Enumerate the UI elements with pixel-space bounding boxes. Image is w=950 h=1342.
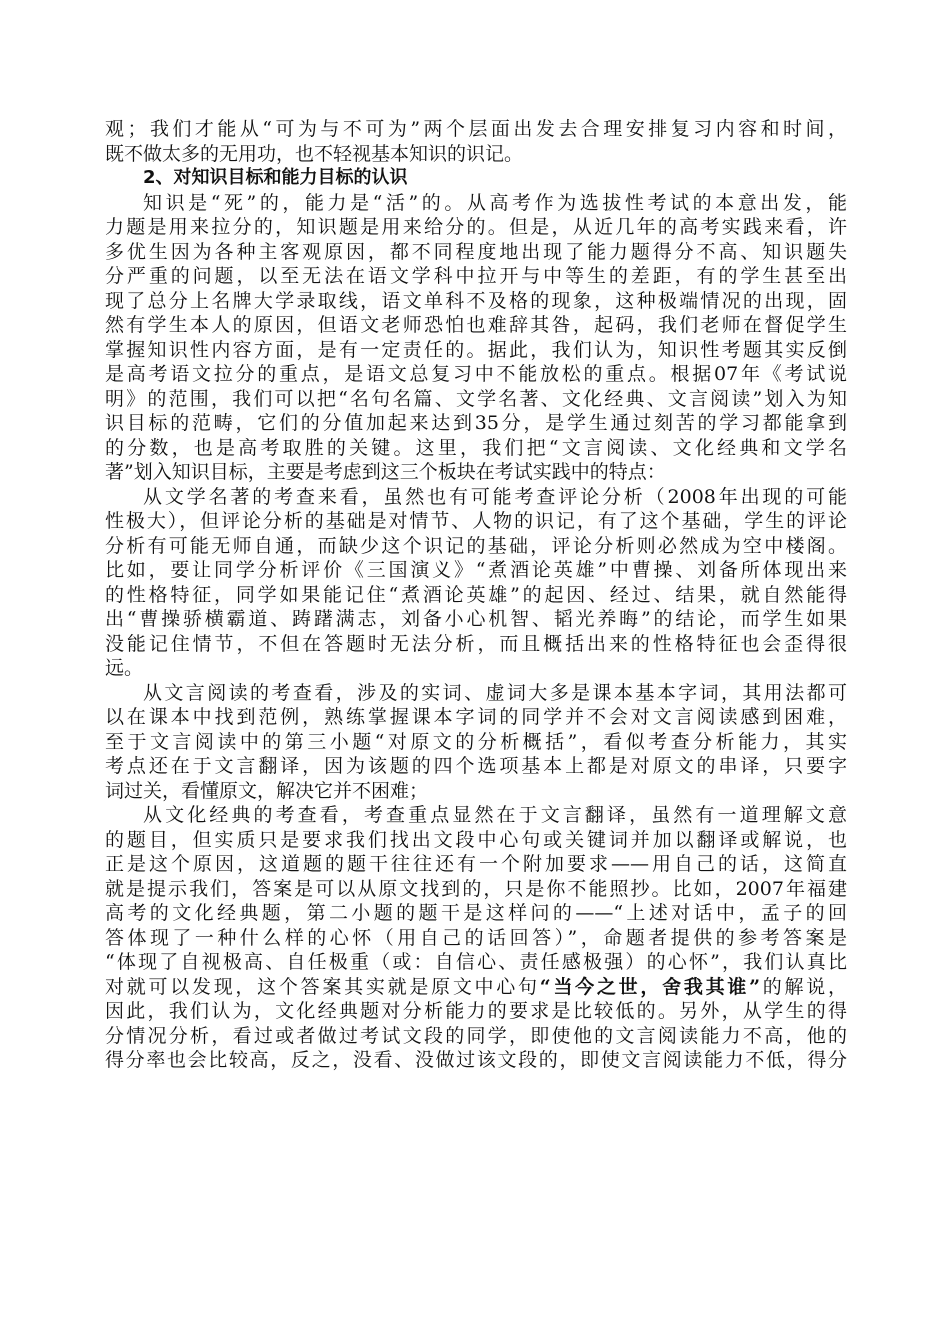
text-line: 从文化经典的考查看，考查重点显然在于文言翻译，虽然有一道理解文意 bbox=[143, 804, 847, 826]
text-line: 比如，要让同学分析评价《三国演义》“煮酒论英雄”中曹操、刘备所体现出来 bbox=[105, 559, 847, 581]
text-line: 然有学生本人的原因，但语文老师恐怕也难辞其咎，起码，我们老师在督促学生 bbox=[105, 314, 847, 336]
text-line: 分析有可能无师自通，而缺少这个识记的基础，评论分析则必然成为空中楼阁。 bbox=[105, 534, 847, 557]
text-line: “体现了自视极高、自任极重（或：自信心、责任感极强）的心怀”，我们认真比 bbox=[105, 951, 847, 973]
text-line: 从文学名著的考查来看，虽然也有可能考查评论分析（2008年出现的可能 bbox=[143, 485, 847, 508]
text-line: 观；我们才能从“可为与不可为”两个层面出发去合理安排复习内容和时间， bbox=[105, 118, 847, 140]
text-line: 现了总分上名牌大学录取线，语文单科不及格的现象，这种极端情况的出现，固 bbox=[105, 289, 847, 312]
emphasized-quote: “当今之世，舍我其谁” bbox=[539, 975, 761, 998]
text-line: 高考的文化经典题，第二小题的题干是这样问的——“上述对话中，孟子的回 bbox=[105, 902, 847, 924]
text-line: 既不做太多的无用功，也不轻视基本知识的识记。 bbox=[105, 142, 524, 165]
text-line: 的分数，也是高考取胜的关键。这里，我们把“文言阅读、文化经典和文学名 bbox=[105, 436, 847, 459]
text-line: 答体现了一种什么样的心怀（用自己的话回答）”，命题者提供的参考答案是 bbox=[105, 926, 847, 949]
text-line: 就是提示我们，答案是可以从原文找到的，只是你不能照抄。比如，2007年福建 bbox=[105, 877, 847, 900]
text-line: 的题目，但实质只是要求我们找出文段中心句或关键词并加以翻译或解说，也 bbox=[105, 828, 847, 851]
text-line: 出“曹操骄横霸道、踌躇满志，刘备小心机智、韬光养晦”的结论，而学生如果 bbox=[105, 608, 847, 630]
text-line: 远。 bbox=[105, 657, 144, 679]
text-line: 正是这个原因，这道题的题干往往还有一个附加要求——用自己的话，这简直 bbox=[105, 853, 847, 875]
text-line: 是高考语文拉分的重点，是语文总复习中不能放松的重点。根据07年《考试说 bbox=[105, 363, 847, 385]
text-line: 因此，我们认为，文化经典题对分析能力的要求是比较低的。另外，从学生的得 bbox=[105, 1000, 847, 1022]
text-line: 识目标的范畴，它们的分值加起来达到35分，是学生通过刻苦的学习都能拿到 bbox=[105, 412, 847, 434]
text-line: 以在课本中找到范例，熟练掌握课本字词的同学并不会对文言阅读感到困难， bbox=[105, 706, 847, 728]
text-line: 从文言阅读的考查看，涉及的实词、虚词大多是课本基本字词，其用法都可 bbox=[143, 681, 847, 704]
text-line: 至于文言阅读中的第三小题“对原文的分析概括”，看似考查分析能力，其实 bbox=[105, 730, 847, 753]
text-line: 分情况分析，看过或者做过考试文段的同学，即使他的文言阅读能力不高，他的 bbox=[105, 1024, 847, 1047]
text-line: 掌握知识性内容方面，是有一定责任的。据此，我们认为，知识性考题其实反倒 bbox=[105, 338, 847, 361]
text-segment: 的解说， bbox=[760, 975, 847, 998]
text-line: 考点还在于文言翻译，因为该题的四个选项基本上都是对原文的串译，只要字 bbox=[105, 755, 847, 777]
text-segment: 对就可以发现，这个答案其实就是原文中心句 bbox=[105, 975, 540, 998]
text-line: 词过关，看懂原文，解决它并不困难； bbox=[105, 779, 429, 802]
text-line: 多优生因为各种主客观原因，都不同程度地出现了能力题得分不高、知识题失 bbox=[105, 240, 847, 263]
text-line: 分严重的问题，以至无法在语文学科中拉开与中等生的差距，有的学生甚至出 bbox=[105, 265, 847, 287]
text-line: 没能记住情节，不但在答题时无法分析，而且概括出来的性格特征也会歪得很 bbox=[105, 632, 847, 655]
text-line: 力题是用来拉分的，知识题是用来给分的。但是，从近几年的高考实践来看，许 bbox=[105, 216, 847, 238]
text-line bbox=[105, 975, 847, 1000]
text-line: 性极大），但评论分析的基础是对情节、人物的识记，有了这个基础，学生的评论 bbox=[105, 510, 847, 532]
text-line: 明》的范围，我们可以把“名句名篇、文学名著、文化经典、文言阅读”划入为知 bbox=[105, 387, 847, 410]
text-line: 的性格特征，同学如果能记住“煮酒论英雄”的起因、经过、结果，就自然能得 bbox=[105, 583, 847, 606]
text-line: 知识是“死”的，能力是“活”的。从高考作为选拔性考试的本意出发，能 bbox=[143, 191, 847, 214]
section-heading: 2、对知识目标和能力目标的认识 bbox=[143, 167, 408, 188]
document-page bbox=[105, 117, 847, 1073]
text-line: 著”划入知识目标，主要是考虑到这三个板块在考试实践中的特点： bbox=[105, 461, 666, 483]
text-line: 得分率也会比较高，反之，没看、没做过该文段的，即使文言阅读能力不低，得分 bbox=[105, 1049, 847, 1071]
